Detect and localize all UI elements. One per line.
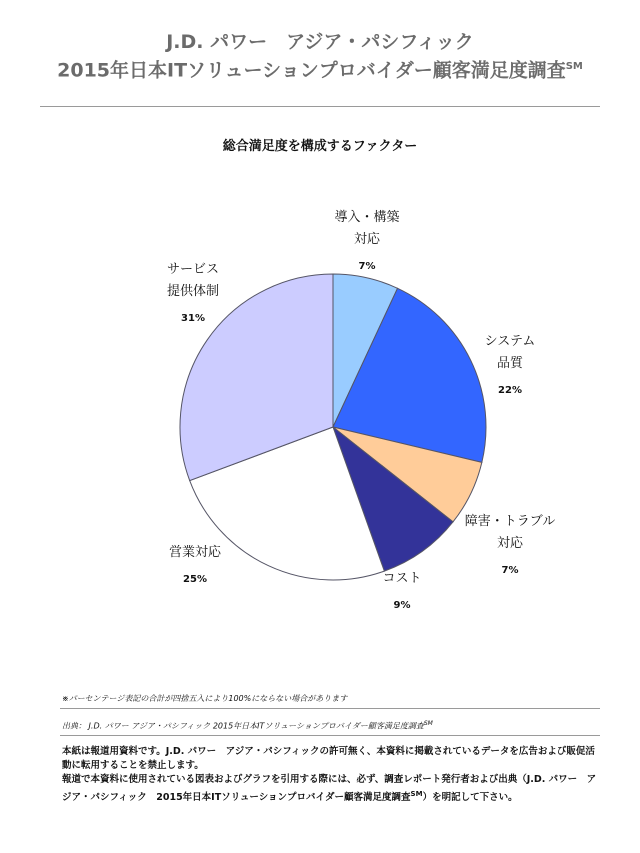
slice-label: コスト xyxy=(382,571,422,586)
note-divider xyxy=(60,708,600,709)
source-text: 出典： J.D. パワー アジア・パシフィック 2015年日本ITソリューションプロバイダー顧客満足度調査 xyxy=(62,721,424,731)
disclaimer-line2a: 報道で本資料に使用されている図表およびグラフを引用する際には、必ず、調査レポート発行者および出典（J.D. パワー アジア・パシフィック 2015年日本ITソリューションプロバイダー顧客満足度調査 xyxy=(62,774,597,804)
source-sm: SM xyxy=(423,720,433,727)
source-divider xyxy=(60,735,600,736)
slice-label: 営業対応 xyxy=(168,545,222,560)
chart-title: 総合満足度を構成するファクター xyxy=(222,139,418,154)
disclaimer-line2b: ）を明記して下さい。 xyxy=(422,792,518,804)
page-title-line1: J.D. パワー アジア・パシフィック xyxy=(166,31,474,53)
service-mark: SM xyxy=(565,61,583,72)
page-title-text: 2015年日本ITソリューションプロバイダー顧客満足度調査 xyxy=(57,59,566,82)
slice-percent-label: 22% xyxy=(498,385,522,396)
slice-label: 提供体制 xyxy=(166,284,220,299)
disclaimer xyxy=(62,745,600,805)
slice-label: サービス xyxy=(166,262,220,277)
slice-percent-label: 7% xyxy=(358,261,376,272)
disclaimer-line2 xyxy=(62,773,600,805)
slice-label: システム xyxy=(484,334,536,349)
slice-label: 対応 xyxy=(496,536,524,551)
slice-label: 導入・構築 xyxy=(334,210,400,225)
slice-label: 障害・トラブル xyxy=(464,514,556,529)
slice-percent-label: 25% xyxy=(183,574,207,585)
rounding-note: ※パーセンテージ表記の合計が四捨五入により100%にならない場合があります xyxy=(62,694,348,703)
source-note xyxy=(62,720,433,732)
slice-percent-label: 9% xyxy=(393,600,411,611)
slice-label: 対応 xyxy=(353,232,381,247)
slice-label: 品質 xyxy=(496,356,524,371)
disclaimer-sm: SM xyxy=(410,790,423,798)
slice-percent-label: 7% xyxy=(501,565,519,576)
disclaimer-line1: 本紙は報道用資料です。J.D. パワー アジア・パシフィックの許可無く、本資料に掲載されているデータを広告および販促活動に転用することを禁止します。 xyxy=(62,746,595,771)
slice-percent-label: 31% xyxy=(181,313,205,324)
